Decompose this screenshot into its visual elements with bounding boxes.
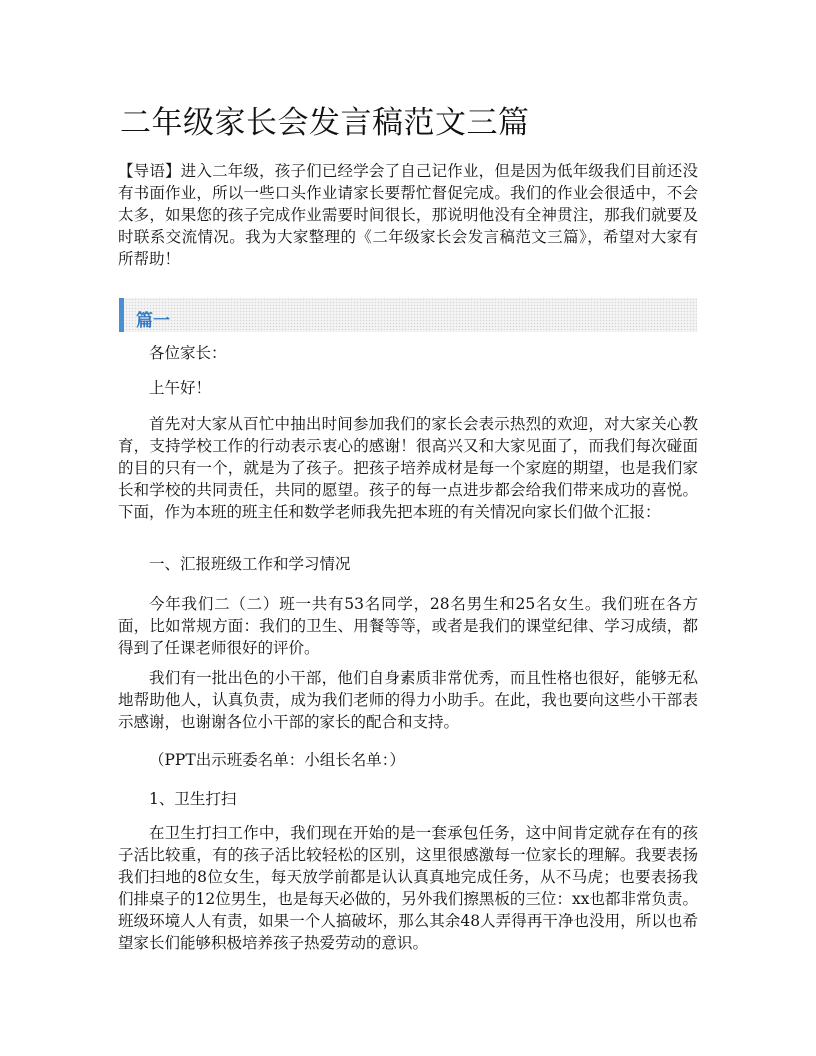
salutation-paragraph: 上午好！ [149, 379, 212, 397]
body-paragraph: 首先对大家从百忙中抽出时间参加我们的家长会表示热烈的欢迎，对大家关心教育，支持学校工作的行动表示衷心的感谢！很高兴又和大家见面了，而我们每次碰面的目的只有一个，就是为了孩子。把孩子培养成材是每一个家庭的期望，也是我们家长和学校的共同责任，共同的愿望。孩子的每一点进步都会给我们带来成功的喜悦。下面，作为本班的班主任和数学老师我先把本班的有关情况向家长们做个汇报： [118, 415, 698, 521]
intro-paragraph: 【导语】进入二年级，孩子们已经学会了自己记作业，但是因为低年级我们目前还没有书面作业，所以一些口头作业请家长要帮忙督促完成。我们的作业会很适中，不会太多，如果您的孩子完成作业需要时间很长，那说明他没有全神贯注，那我们就要及时联系交流情况。我为大家整理的《二年级家长会发言稿范文三篇》，希望对大家有所帮助！ [118, 162, 698, 268]
section-header [119, 298, 697, 332]
body-paragraph: 今年我们二（二）班一共有53名同学，28名男生和25名女生。我们班在各方面，比如常规方面：我们的卫生、用餐等等，或者是我们的课堂纪律、学习成绩，都得到了任课老师很好的评价。 [118, 595, 698, 657]
note-paragraph: （PPT出示班委名单：小组长名单：） [149, 751, 405, 769]
body-paragraph: 我们有一批出色的小干部，他们自身素质非常优秀，而且性格也很好，能够无私地帮助他人，认真负责，成为我们老师的得力小助手。在此，我也要向这些小干部表示感谢，也谢谢各位小干部的家长的配合和支持。 [118, 669, 698, 731]
greeting-paragraph: 各位家长： [149, 344, 227, 362]
subheading-paragraph: 1、卫生打扫 [149, 790, 237, 808]
section-accent-bar [119, 298, 124, 332]
subheading-paragraph: 一、汇报班级工作和学习情况 [149, 555, 351, 573]
section-title: 篇一 [136, 311, 170, 331]
page-title: 二年级家长会发言稿范文三篇 [120, 105, 530, 141]
body-paragraph: 在卫生打扫工作中，我们现在开始的是一套承包任务，这中间肯定就存在有的孩子活比较重，有的孩子活比较轻松的区别，这里很感激每一位家长的理解。我要表扬我们扫地的8位女生，每天放学前都是认认真真地完成任务，从不马虎；也要表扬我们排桌子的12位男生，也是每天必做的，另外我们擦黑板的三位：xx也都非常负责。班级环境人人有责，如果一个人搞破坏，那么其余48人弄得再干净也没用，所以也希望家长们能够积极培养孩子热爱劳动的意识。 [118, 824, 698, 952]
